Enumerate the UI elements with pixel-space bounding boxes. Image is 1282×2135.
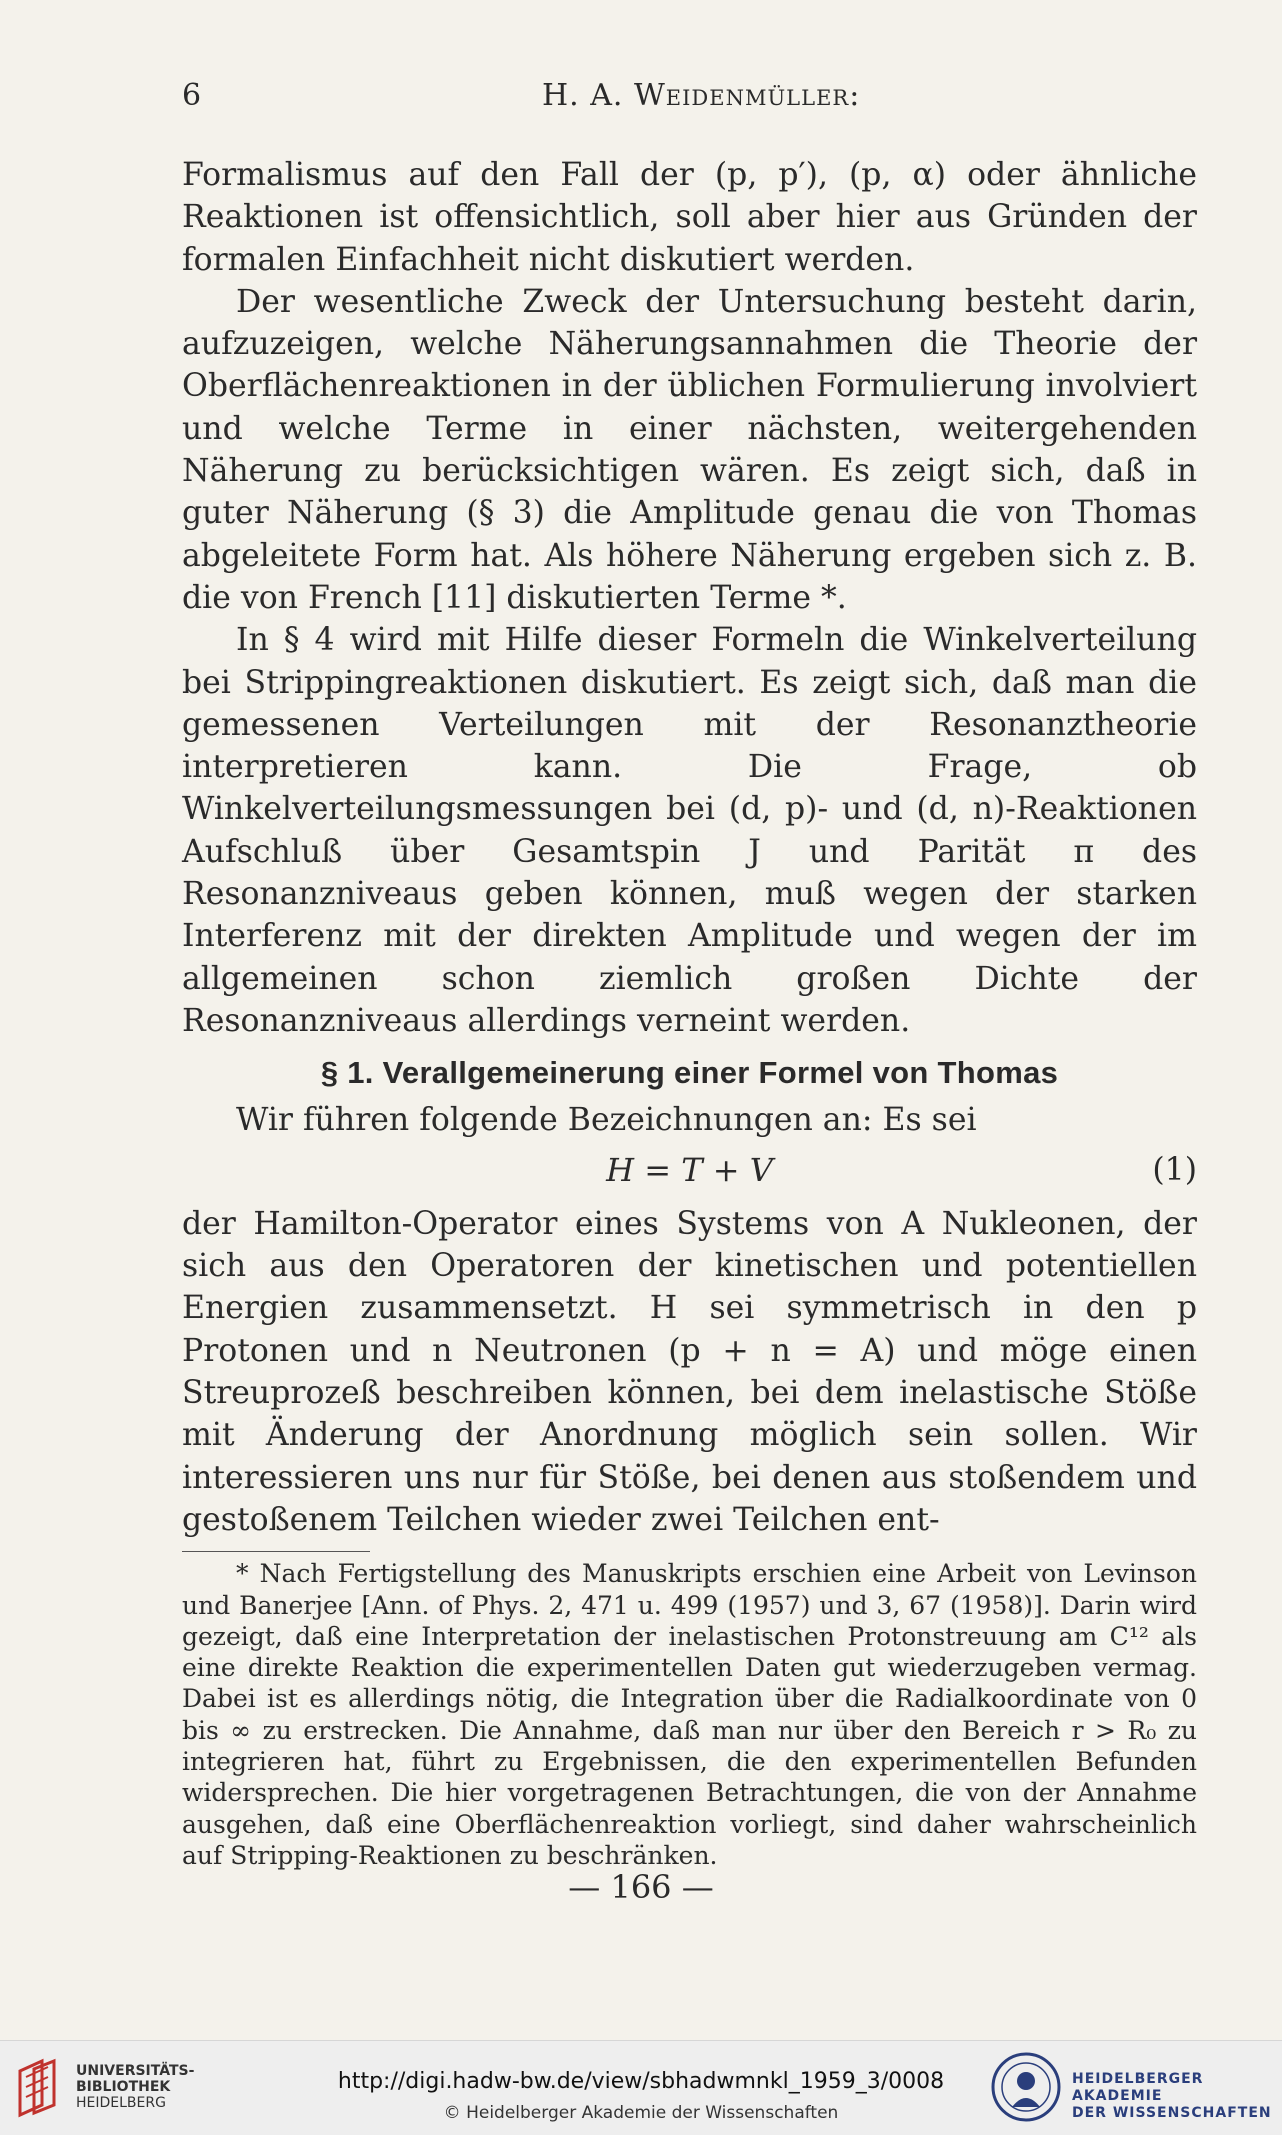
- academy-seal-icon: [990, 2051, 1062, 2123]
- paragraph-4: der Hamilton-Operator eines Systems von A Nukleonen, der sich aus den Operatoren der kinetischen und potentiellen Energien zusammensetzt. H sei symmetrisch in den p Protonen und n Neutronen (p + n = A) und möge einen Streuprozeß beschreiben können, bei dem inelastische Stöße mit Änderung der Anordnung möglich sein sollen. Wir interessieren uns nur für Stöße, bei denen aus stoßendem und gestoßenem Teilchen wieder zwei Teilchen ent-: [182, 1205, 1197, 1538]
- footnote-rule: [182, 1551, 370, 1552]
- main-text: [182, 154, 1197, 1871]
- footer-bar: [0, 2040, 1282, 2135]
- section-heading: § 1. Verallgemeinerung einer Formel von Thomas: [320, 1055, 1059, 1091]
- running-head: H. A. Weidenmüller:: [542, 78, 861, 113]
- academy-line-2: DER WISSENSCHAFTEN: [1072, 2105, 1272, 2121]
- library-line-2: BIBLIOTHEK: [76, 2079, 171, 2095]
- page-header: [182, 78, 1134, 122]
- paragraph-1: Formalismus auf den Fall der (p, p′), (p, α) oder ähnliche Reaktionen ist offensichtlich, soll aber hier aus Gründen der formalen Einfachheit nicht diskutiert werden.: [182, 157, 1197, 278]
- page-footer: — 166 —: [568, 1868, 714, 1906]
- equation-formula: H = T + V: [606, 1150, 773, 1189]
- equation-1: [182, 1141, 1197, 1203]
- page-number: 6: [182, 78, 203, 113]
- library-line-3: HEIDELBERG: [76, 2095, 166, 2111]
- copyright-notice: © Heidelberger Akademie der Wissenschaften: [443, 2103, 839, 2123]
- library-line-1: UNIVERSITÄTS-: [76, 2063, 195, 2079]
- equation-number: (1): [1152, 1151, 1197, 1188]
- source-url-link[interactable]: http://digi.hadw-bw.de/view/sbhadwmnkl_1959_3/0008: [337, 2069, 945, 2094]
- academy-line-1: HEIDELBERGER AKADEMIE: [1072, 2071, 1204, 2104]
- paragraph-2: Der wesentliche Zweck der Untersuchung besteht darin, aufzuzeigen, welche Näherungsannahmen die Theorie der Oberflächenreaktionen in der üblichen Formulierung involviert und welche Terme in einer nächsten, weitergehenden Näherung zu berücksichtigen wären. Es zeigt sich, daß in guter Näherung (§ 3) die Amplitude genau die von Thomas abgeleitete Form hat. Als höhere Näherung ergeben sich z. B. die von French [11] diskutierten Terme *.: [182, 283, 1197, 616]
- intro-line: Wir führen folgende Bezeichnungen an: Es sei: [236, 1101, 977, 1138]
- footnote: * Nach Fertigstellung des Manuskripts erschien eine Arbeit von Levinson und Banerjee [Ann. of Phys. 2, 471 u. 499 (1957) und 3, 67 (1958)]. Darin wird gezeigt, daß eine Interpretation der inelastischen Protonstreuung am C¹² als eine direkte Reaktion die experimentellen Daten gut wiederzugeben vermag. Dabei ist es allerdings nötig, die Integration über die Radialkoordinate von 0 bis ∞ zu erstrecken. Die Annahme, daß man nur über den Bereich r > R₀ zu integrieren hat, führt zu Ergebnissen, die den experimentellen Befunden widersprechen. Die hier vorgetragenen Betrachtungen, die von der Annahme ausgehen, daß eine Oberflächenreaktion vorliegt, sind daher wahrscheinlich auf Stripping-Reaktionen zu beschränken.: [182, 1559, 1197, 1870]
- academy-name: [1072, 2071, 1282, 2122]
- paragraph-3: In § 4 wird mit Hilfe dieser Formeln die Winkelverteilung bei Strippingreaktionen diskutiert. Es zeigt sich, daß man die gemessenen Verteilungen mit der Resonanztheorie interpretieren kann. Die Frage, ob Winkelverteilungsmessungen bei (d, p)- und (d, n)-Reaktionen Aufschluß über Gesamtspin J und Parität π des Resonanzniveaus geben können, muß wegen der starken Interferenz mit der direkten Amplitude und wegen der im allgemeinen schon ziemlich großen Dichte der Resonanzniveaus allerdings verneint werden.: [182, 622, 1197, 1039]
